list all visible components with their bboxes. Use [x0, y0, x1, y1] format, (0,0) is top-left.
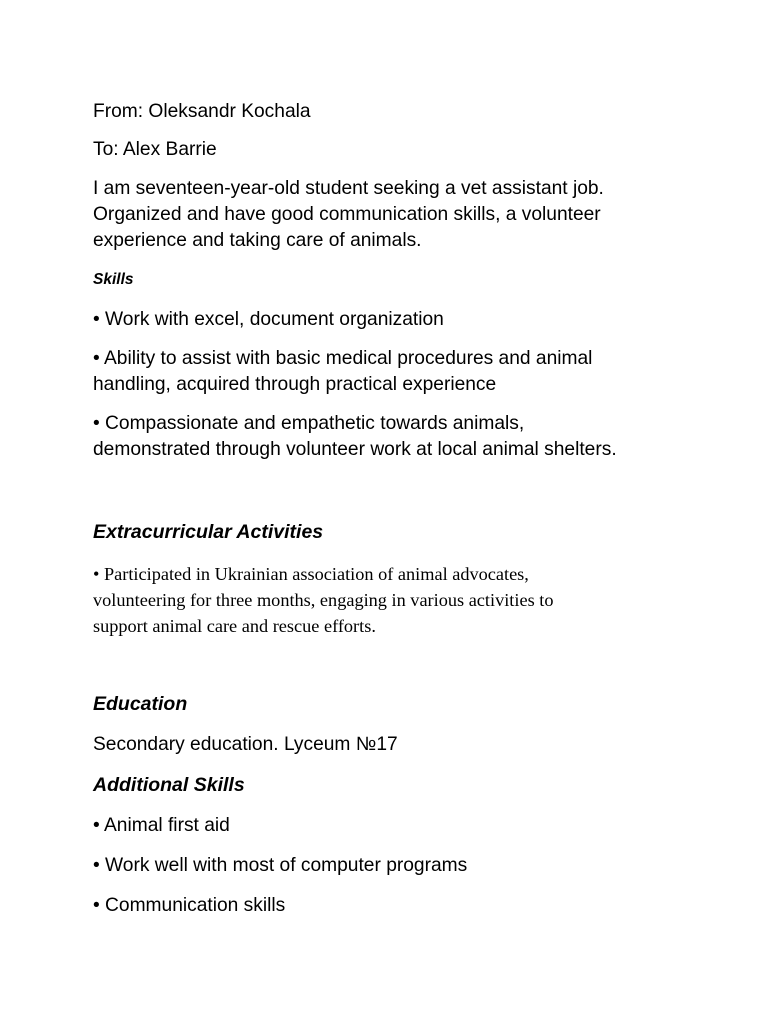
from-line: From: Oleksandr Kochala — [93, 101, 311, 122]
skill-item — [93, 346, 693, 398]
to-line: To: Alex Barrie — [93, 139, 217, 160]
skill-item-line: • Ability to assist with basic medical procedures and animal — [93, 348, 593, 369]
skill-item-line: demonstrated through volunteer work at local animal shelters. — [93, 439, 617, 460]
additional-skill-item: • Communication skills — [93, 895, 286, 916]
education-text: Secondary education. Lyceum №17 — [93, 734, 398, 755]
additional-skill-item: • Work well with most of computer programs — [93, 855, 468, 876]
intro-line: experience and taking care of animals. — [93, 230, 422, 251]
intro-paragraph — [93, 176, 693, 254]
extracurricular-line: • Participated in Ukrainian association of animal advocates, — [93, 564, 529, 584]
additional-skill-item: • Animal first aid — [93, 815, 230, 836]
skills-heading: Skills — [93, 271, 134, 288]
education-heading: Education — [93, 693, 188, 715]
extracurricular-line: volunteering for three months, engaging in various activities to — [93, 590, 554, 610]
extracurricular-heading: Extracurricular Activities — [93, 521, 324, 543]
skill-item-line: • Compassionate and empathetic towards animals, — [93, 413, 525, 434]
skill-item — [93, 307, 693, 333]
additional-skills-heading: Additional Skills — [93, 774, 245, 796]
skill-item — [93, 411, 693, 463]
extracurricular-line: support animal care and rescue efforts. — [93, 616, 376, 636]
skill-item-line: handling, acquired through practical experience — [93, 374, 497, 395]
extracurricular-paragraph — [93, 561, 693, 639]
intro-line: I am seventeen-year-old student seeking a vet assistant job. — [93, 178, 604, 199]
skill-item-line: • Work with excel, document organization — [93, 309, 444, 330]
intro-line: Organized and have good communication skills, a volunteer — [93, 204, 601, 225]
